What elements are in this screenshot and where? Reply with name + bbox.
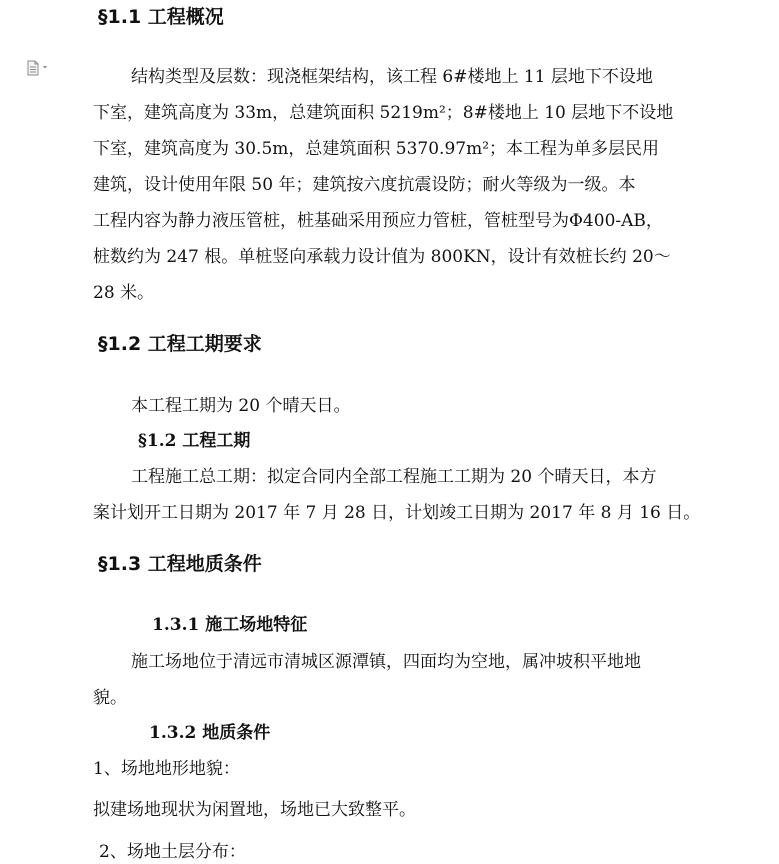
heading-1-2: §1.2 工程工期要求 bbox=[98, 333, 262, 355]
heading-1-1: §1.1 工程概况 bbox=[98, 6, 224, 28]
paragraph-line: 貌。 bbox=[93, 688, 127, 708]
subheading-1-2-schedule: §1.2 工程工期 bbox=[138, 431, 251, 451]
paragraph-line: 建筑，设计使用年限 50 年；建筑按六度抗震设防；耐火等级为一级。本 bbox=[93, 175, 636, 195]
list-item: 1、场地地形地貌： bbox=[93, 759, 240, 779]
list-item: 2、场地土层分布： bbox=[99, 842, 246, 862]
paragraph-line: 桩数约为 247 根。单桩竖向承载力设计值为 800KN，设计有效桩长约 20～ bbox=[93, 247, 671, 267]
paragraph-line: 下室，建筑高度为 30.5m，总建筑面积 5370.97m²；本工程为单多层民用 bbox=[93, 139, 660, 159]
paragraph-line: 28 米。 bbox=[93, 283, 155, 303]
paragraph-line: 案计划开工日期为 2017 年 7 月 28 日，计划竣工日期为 2017 年 8 月 16 日。 bbox=[93, 503, 701, 523]
subheading-1-3-2: 1.3.2 地质条件 bbox=[149, 723, 271, 743]
paragraph-line: 施工场地位于清远市清城区源潭镇，四面均为空地，属冲坡积平地地 bbox=[131, 652, 641, 672]
paragraph-line: 工程施工总工期：拟定合同内全部工程施工工期为 20 个晴天日，本方 bbox=[131, 467, 657, 487]
paragraph-line: 本工程工期为 20 个晴天日。 bbox=[131, 396, 351, 416]
paragraph-line: 结构类型及层数：现浇框架结构，该工程 6#楼地上 11 层地下不设地 bbox=[131, 67, 653, 87]
document-dropdown-icon[interactable] bbox=[26, 60, 52, 76]
subheading-1-3-1: 1.3.1 施工场地特征 bbox=[152, 615, 308, 635]
paragraph-line: 工程内容为静力液压管桩，桩基础采用预应力管桩，管桩型号为Φ400-AB， bbox=[93, 211, 663, 231]
paragraph-line: 下室，建筑高度为 33m，总建筑面积 5219m²；8#楼地上 10 层地下不设地 bbox=[93, 103, 674, 123]
heading-1-3: §1.3 工程地质条件 bbox=[98, 553, 262, 575]
paragraph-line: 拟建场地现状为闲置地，场地已大致整平。 bbox=[93, 800, 416, 820]
